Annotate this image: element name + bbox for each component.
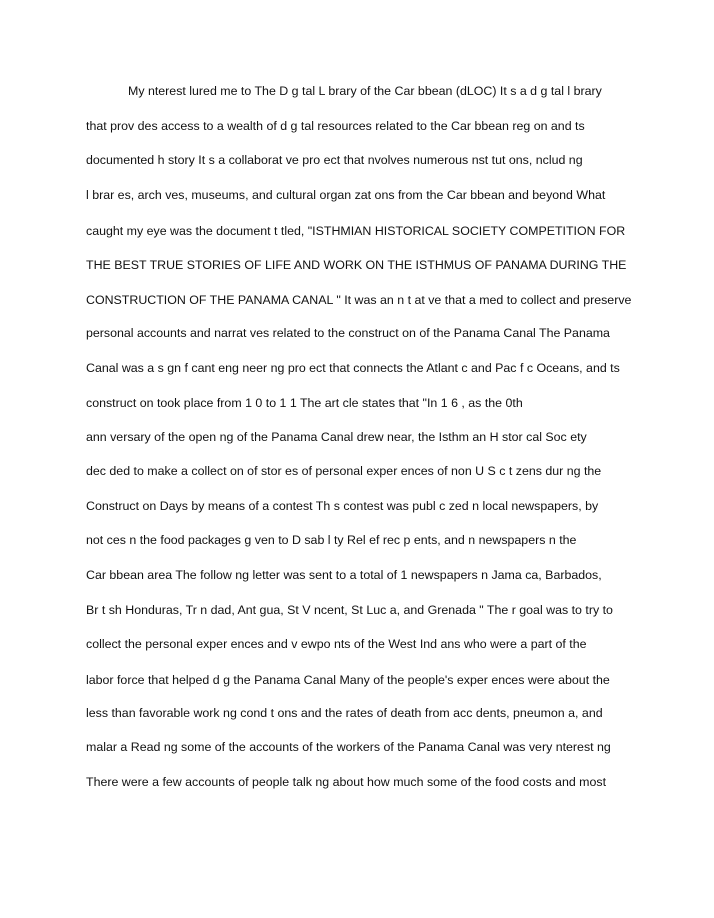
text-line-1: My nterest lured me to The D g tal L brary of the Car bbean (dLOC) It s a d g tal l brary: [128, 84, 602, 98]
text-line-7: CONSTRUCTION OF THE PANAMA CANAL " It was an n t at ve that a med to collect and preserve: [86, 293, 632, 307]
text-line-4: l brar es, arch ves, museums, and cultural organ zat ons from the Car bbean and beyond What: [86, 188, 606, 202]
text-line-2: that prov des access to a wealth of d g tal resources related to the Car bbean reg on and ts: [86, 119, 585, 133]
text-line-18: labor force that helped d g the Panama Canal Many of the people's exper ences were about the: [86, 673, 610, 687]
text-line-16: Br t sh Honduras, Tr n dad, Ant gua, St V ncent, St Luc a, and Grenada " The r goal was to try to: [86, 603, 613, 617]
text-line-14: not ces n the food packages g ven to D sab l ty Rel ef rec p ents, and n newspapers n the: [86, 533, 577, 547]
text-line-20: malar a Read ng some of the accounts of the workers of the Panama Canal was very nterest ng: [86, 740, 611, 754]
text-line-21: There were a few accounts of people talk ng about how much some of the food costs and most: [86, 775, 607, 789]
text-line-13: Construct on Days by means of a contest Th s contest was publ c zed n local newspapers, by: [86, 499, 599, 513]
text-line-12: dec ded to make a collect on of stor es of personal exper ences of non U S c t zens dur ng the: [86, 464, 602, 478]
text-line-15: Car bbean area The follow ng letter was sent to a total of 1 newspapers n Jama ca, Barbados,: [86, 568, 602, 582]
text-line-10: construct on took place from 1 0 to 1 1 The art cle states that "In 1 6 , as the 0th: [86, 396, 523, 410]
text-line-5: caught my eye was the document t tled, "ISTHMIAN HISTORICAL SOCIETY COMPETITION FOR: [86, 224, 626, 238]
text-line-17: collect the personal exper ences and v ewpo nts of the West Ind ans who were a part of the: [86, 637, 587, 651]
text-line-19: less than favorable work ng cond t ons and the rates of death from acc dents, pneumon a, and: [86, 706, 603, 720]
text-line-6: THE BEST TRUE STORIES OF LIFE AND WORK ON THE ISTHMUS OF PANAMA DURING THE: [86, 258, 627, 272]
text-line-9: Canal was a s gn f cant eng neer ng pro ect that connects the Atlant c and Pac f c Oceans, and ts: [86, 361, 620, 375]
text-line-11: ann versary of the open ng of the Panama Canal drew near, the Isthm an H stor cal Soc ety: [86, 430, 587, 444]
text-line-8: personal accounts and narrat ves related to the construct on of the Panama Canal The Panama: [86, 326, 610, 340]
text-line-3: documented h story It s a collaborat ve pro ect that nvolves numerous nst tut ons, nclud ng: [86, 153, 583, 167]
